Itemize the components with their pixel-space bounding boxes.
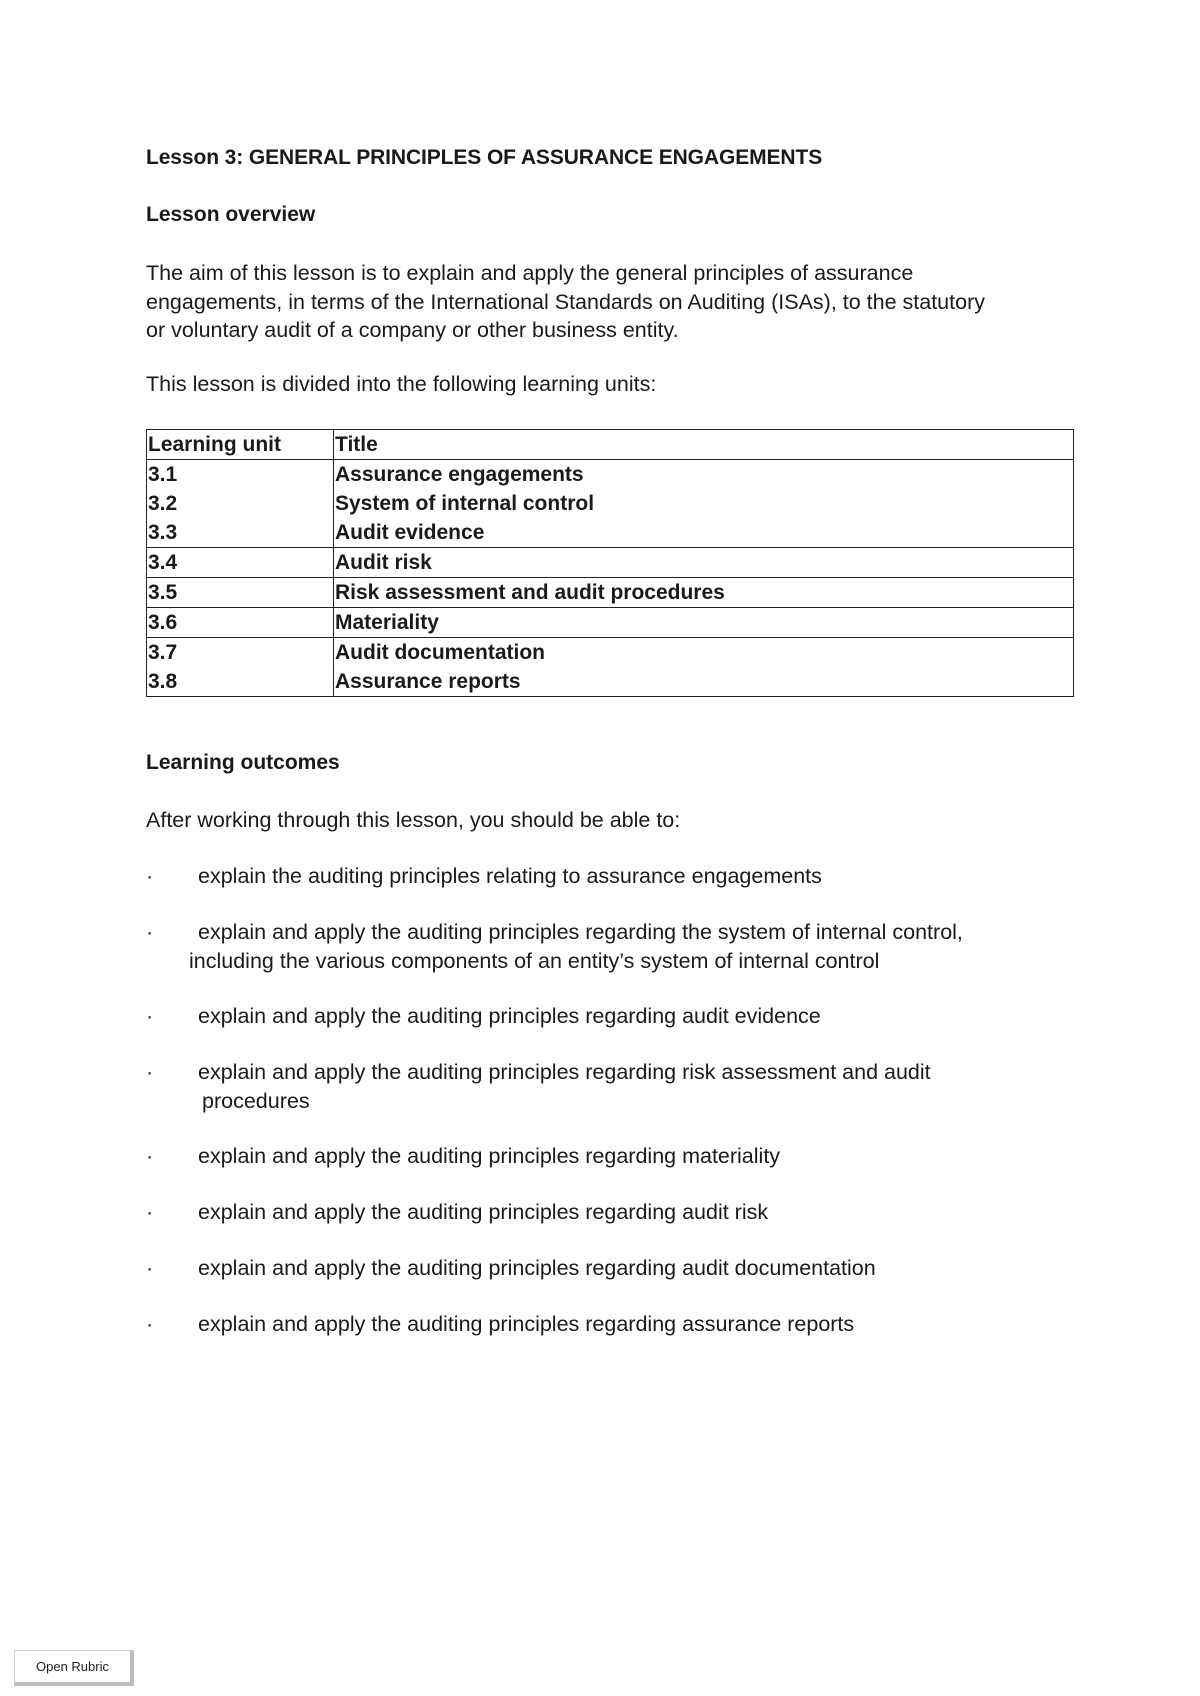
unit-number-cell: 3.6: [147, 608, 334, 638]
table-row: [147, 578, 1074, 608]
list-item-text: explain and apply the auditing principles regarding audit evidence: [198, 1004, 821, 1028]
outcomes-heading: Learning outcomes: [146, 751, 340, 774]
unit-title-cell: Assurance engagements: [334, 460, 1074, 490]
overview-line: engagements, in terms of the International Standards on Auditing (ISAs), to the statutory: [146, 289, 985, 314]
unit-title-cell: Materiality: [334, 608, 1074, 638]
unit-number-cell: 3.5: [147, 578, 334, 608]
bullet-icon: ·: [146, 920, 154, 944]
bullet-icon: ·: [146, 1256, 154, 1280]
list-item-text: explain and apply the auditing principles regarding audit documentation: [198, 1256, 876, 1280]
table-row: [147, 518, 1074, 548]
units-intro: This lesson is divided into the following learning units:: [146, 372, 657, 396]
unit-title-cell: System of internal control: [334, 489, 1074, 518]
learning-units-table: [146, 429, 1074, 697]
unit-number-cell: 3.4: [147, 548, 334, 578]
unit-number-cell: 3.8: [147, 667, 334, 697]
overview-line: The aim of this lesson is to explain and apply the general principles of assurance: [146, 261, 914, 285]
bullet-icon: ·: [146, 1312, 154, 1336]
list-item-continuation: procedures: [202, 1088, 310, 1113]
list-item-text: explain and apply the auditing principles regarding audit risk: [198, 1200, 769, 1224]
unit-number-cell: 3.7: [147, 638, 334, 668]
lesson-title: Lesson 3: GENERAL PRINCIPLES OF ASSURANCE ENGAGEMENTS: [146, 146, 823, 169]
table-row: [147, 460, 1074, 490]
unit-number-cell: 3.1: [147, 460, 334, 490]
unit-number-cell: 3.3: [147, 518, 334, 548]
table-header-cell: Learning unit: [147, 430, 334, 460]
unit-title-cell: Audit documentation: [334, 638, 1074, 668]
table-header-cell: Title: [334, 430, 1074, 460]
outcomes-intro: After working through this lesson, you should be able to:: [146, 808, 681, 832]
list-item-text: explain and apply the auditing principles regarding risk assessment and audit: [198, 1060, 931, 1084]
list-item-text: explain the auditing principles relating to assurance engagements: [198, 864, 822, 888]
table-row: [147, 638, 1074, 668]
overview-line: or voluntary audit of a company or other business entity.: [146, 318, 679, 342]
bullet-icon: ·: [146, 864, 154, 888]
list-item-text: explain and apply the auditing principles regarding assurance reports: [198, 1312, 855, 1336]
list-item-text: explain and apply the auditing principles regarding materiality: [198, 1144, 781, 1168]
overview-heading: Lesson overview: [146, 203, 316, 226]
overview-paragraph: [146, 259, 985, 345]
table-row: [147, 548, 1074, 578]
unit-number-cell: 3.2: [147, 489, 334, 518]
list-item-text: explain and apply the auditing principles regarding the system of internal control,: [198, 920, 963, 944]
bullet-icon: ·: [146, 1004, 154, 1028]
bullet-icon: ·: [146, 1200, 154, 1224]
table-row: [147, 608, 1074, 638]
unit-title-cell: Audit risk: [334, 548, 1074, 578]
bullet-icon: ·: [146, 1060, 154, 1084]
list-item-continuation: including the various components of an entity’s system of internal control: [189, 948, 880, 973]
table-row: [147, 489, 1074, 518]
table-header-row: [147, 430, 1074, 460]
unit-title-cell: Assurance reports: [334, 667, 1074, 697]
unit-title-cell: Risk assessment and audit procedures: [334, 578, 1074, 608]
table-row: [147, 667, 1074, 697]
open-rubric-button[interactable]: Open Rubric: [14, 1650, 134, 1686]
unit-title-cell: Audit evidence: [334, 518, 1074, 548]
bullet-icon: ·: [146, 1144, 154, 1168]
